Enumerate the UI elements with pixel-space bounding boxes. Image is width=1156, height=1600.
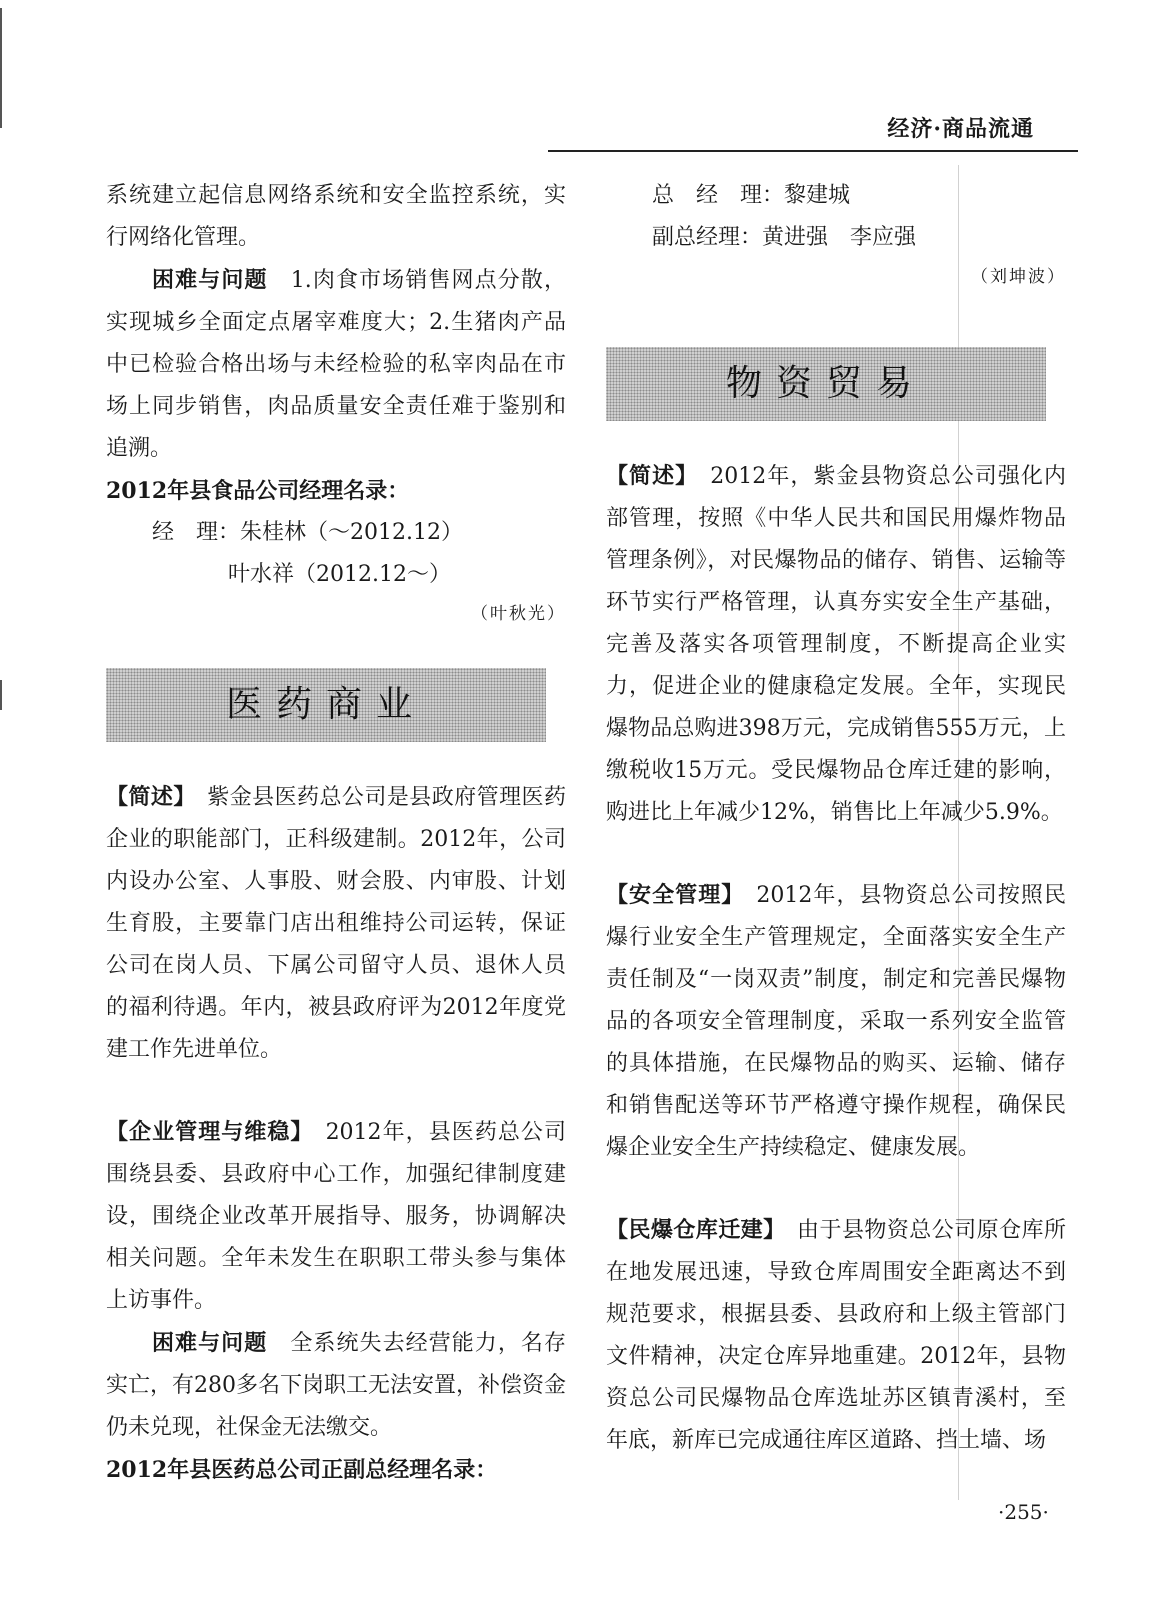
section-banner bbox=[606, 347, 1046, 421]
roster-title: 2012年县食品公司经理名录： bbox=[106, 478, 410, 504]
spacer bbox=[106, 1071, 566, 1111]
running-header: 经济·商品流通 bbox=[887, 116, 1034, 142]
section-tag: 【简述】 bbox=[606, 463, 688, 489]
spacer bbox=[106, 742, 566, 776]
author-credit: （刘坤波） bbox=[971, 267, 1066, 287]
section-banner bbox=[106, 668, 546, 742]
difficulty-paragraph bbox=[106, 1322, 566, 1449]
paragraph bbox=[606, 874, 1066, 1169]
spacer bbox=[606, 834, 1066, 874]
difficulty-label: 困难与问题 bbox=[152, 1330, 268, 1356]
section-text: 2012年，紫金县物资总公司强化内部管理，按照《中华人民共和国民用爆炸物品管理条例》，对民爆物品的储存、销售、运输等环节实行严格管理，认真夯实安全生产基础，完善及落实各项管理制度，不断提高企业实力，促进企业的健康稳定发展。全年，实现民爆物品总购进398万元，完成销售555万元，上缴税收15万元。受民爆物品仓库迁建的影响，购进比上年减少12%，销售比上年减少5.9%。 bbox=[606, 464, 1066, 825]
section-text: 由于县物资总公司原仓库所在地发展迅速，导致仓库周围安全距离达不到规范要求，根据县委、县政府和上级主管部门文件精神，决定仓库异地重建。2012年，县物资总公司民爆物品仓库选址苏区镇青溪村，至年底，新库已完成通往库区道路、挡土墙、场 bbox=[606, 1218, 1066, 1453]
spacer bbox=[606, 421, 1066, 455]
roster-line: 经 理：朱桂林（～2012.12） bbox=[152, 520, 463, 545]
paragraph bbox=[606, 1209, 1066, 1462]
scan-edge-mark bbox=[0, 8, 2, 128]
section-text: 2012年，县物资总公司按照民爆行业安全生产管理规定，全面落实安全生产责任制及“一岗双责”制度，制定和完善民爆物品的各项安全管理制度，采取一系列安全监管的具体措施，在民爆物品的购买、运输、储存和销售配送等环节严格遵守操作规程，确保民爆企业安全生产持续稳定、健康发展。 bbox=[606, 883, 1066, 1160]
author-credit: （叶秋光） bbox=[471, 604, 566, 624]
header-rule bbox=[548, 150, 1078, 152]
roster-title: 2012年县医药总公司正副总经理名录： bbox=[106, 1457, 498, 1483]
paragraph bbox=[106, 776, 566, 1071]
difficulty-text: 1.肉食市场销售网点分散，实现城乡全面定点屠宰难度大；2.生猪肉产品中已检验合格出场与未经检验的私宰肉品在市场上同步销售，肉品质量安全责任难于鉴别和追溯。 bbox=[106, 268, 566, 461]
difficulty-label: 困难与问题 bbox=[152, 267, 268, 293]
roster-line: 叶水祥（2012.12～） bbox=[228, 562, 451, 587]
roster-line: 总 经 理：黎建城 bbox=[652, 183, 851, 208]
spacer bbox=[606, 1169, 1066, 1209]
roster-line: 副总经理：黄进强 李应强 bbox=[652, 225, 917, 250]
difficulty-text: 全系统失去经营能力，名存实亡，有280多名下岗职工无法安置，补偿资金仍未兑现，社保金无法缴交。 bbox=[106, 1331, 566, 1440]
section-tag: 【民爆仓库迁建】 bbox=[606, 1217, 775, 1243]
section-banner-title: 物资贸易 bbox=[725, 363, 926, 404]
section-tag: 【简述】 bbox=[106, 784, 185, 810]
spacer bbox=[606, 295, 1066, 347]
section-text: 2012年，县医药总公司围绕县委、县政府中心工作，加强纪律制度建设，围绕企业改革开展指导、服务，协调解决相关问题。全年未发生在职职工带头参与集体上访事件。 bbox=[106, 1120, 566, 1313]
paragraph bbox=[606, 455, 1066, 834]
page-number: ·255· bbox=[998, 1500, 1049, 1524]
difficulty-paragraph bbox=[106, 259, 566, 470]
section-banner-title: 医药商业 bbox=[225, 684, 426, 725]
right-column bbox=[606, 175, 1066, 1462]
paragraph: 系统建立起信息网络系统和安全监控系统，实行网络化管理。 bbox=[106, 183, 566, 250]
section-tag: 【安全管理】 bbox=[606, 882, 734, 908]
left-column bbox=[106, 175, 566, 1491]
section-text: 紫金县医药总公司是县政府管理医药企业的职能部门，正科级建制。2012年，公司内设办公室、人事股、财会股、内审股、计划生育股，主要靠门店出租维持公司运转，保证公司在岗人员、下属公司留守人员、退休人员的福利待遇。年内，被县政府评为2012年度党建工作先进单位。 bbox=[106, 785, 566, 1062]
spacer bbox=[106, 632, 566, 668]
paragraph bbox=[106, 1111, 566, 1322]
section-tag: 【企业管理与维稳】 bbox=[106, 1119, 303, 1145]
scan-edge-mark bbox=[0, 680, 2, 710]
